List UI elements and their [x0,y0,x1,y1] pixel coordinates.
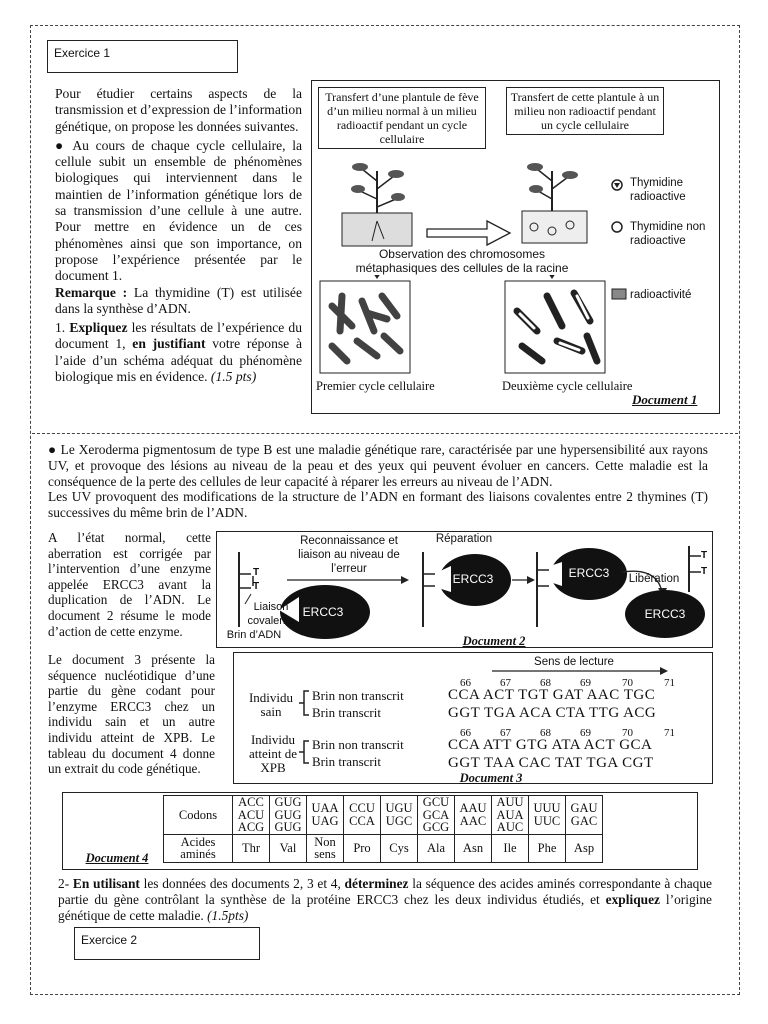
reading-direction-label: Sens de lecture [534,656,614,668]
codon-number-68-a: 68 [540,677,551,689]
codon-cell: AUU AUA AUC [492,796,529,835]
healthy-transcribed-sequence: GGT TGA ACA CTA TTG ACG [448,705,657,721]
codon-number-69-a: 69 [580,677,591,689]
codon-number-68-b: 68 [540,727,551,739]
question-1 [55,320,302,385]
healthy-non-transcribed-label: Brin non transcrit [312,688,404,703]
remark-paragraph [55,285,302,318]
sick-transcribed-label: Brin transcrit [312,754,381,769]
question-2-number: 2- [58,876,73,891]
aminoacid-cell: Non sens [307,834,344,862]
document-3-figure [233,652,713,784]
document-2-label: Document 2 [462,634,526,648]
doc2-enzyme-label-2: ERCC3 [452,572,494,586]
doc2-thymine-1: T [252,567,260,578]
codon-cell: GAU GAC [566,796,603,835]
document-1-label: Document 1 [632,392,698,407]
codon-cell: ACC ACU ACG [233,796,270,835]
codon-cell: CCU CCA [344,796,381,835]
question-1-points: (1.5 pts) [210,369,257,385]
exercise-1-label: Exercice 1 [47,40,238,73]
codon-number-71-a: 71 [664,677,675,689]
question-2-verb-3: expliquez [605,892,660,907]
doc1-caption-2: Transfert de cette plantule à un milieu non radioactif pendant un cycle cellulaire [506,87,664,135]
exercise-1-text [55,86,302,385]
ercc3-side-text: A l’état normal, cette aberration est corrigée par l’intervention d’une enzyme appelée ERCC3 avant la duplication de l’ADN. Le document 2 résume le mode d’action de cette enzyme. [48,530,211,639]
question-1-verb: Expliquez [69,320,128,336]
healthy-individual-label: Individu sain [248,690,294,719]
question-2-text-3: l’origine génétique de cette maladie. [58,892,712,923]
genetic-code-table [163,795,603,863]
codons-header: Codons [164,796,233,835]
codon-number-69-b: 69 [580,727,591,739]
codon-cell: UAA UAG [307,796,344,835]
doc2-thymine-2: T [252,581,260,592]
aminoacid-cell: Phe [529,834,566,862]
healthy-non-transcribed-sequence: CCA ACT TGT GAT AAC TGC [448,687,656,703]
doc2-enzyme-label-1: ERCC3 [302,605,344,619]
doc1-caption-1: Transfert d’une plantule de fève d’un milieu normal à un milieu radioactif pendant un cycle cellulaire [318,87,486,149]
question-2-verb-1: En utilisant [72,876,140,891]
codon-number-67-b: 67 [500,727,511,739]
doc3-side-text: Le document 3 présente la séquence nucléotidique d’une partie du gène codant pour l’enzyme ERCC3 chez un individu sain et un autre individu atteint de XPB. Le tableau du document 4 donne un extrait du code génétique. [48,652,215,777]
codons-row [164,796,603,835]
question-1-mid: les résultats de l’expérience du document 1, [55,320,303,352]
codon-cell: AAU AAC [455,796,492,835]
xp-paragraph-1: ● Le Xeroderma pigmentosum de type B est une maladie génétique rare, caractérisée par une hypersensibilité aux rayons UV, et provoque des lésions au niveau de la peau et des yeux qui peuvent évoluer en cancers. Cette maladie est la conséquence de la perte des cellules de leur capacité à réparer les erreurs au niveau de l’ADN. [48,442,708,489]
doc2-recognition-label: Reconnaissance et liaison au niveau de l’erreur [298,535,400,575]
xp-paragraph-2: Les UV provoquent des modifications de la structure de l’ADN en formant des liaisons covalentes entre 2 thymines (T) successives du même brin de l’ADN. [48,489,708,521]
aminoacid-cell: Pro [344,834,381,862]
aminoacid-cell: Asp [566,834,603,862]
aminoacids-row [164,834,603,862]
legend-radioactivity-label: radioactivité [630,289,692,301]
xp-intro-text [48,442,708,521]
document-2-figure [216,531,713,648]
sick-non-transcribed-label: Brin non transcrit [312,737,404,752]
aminoacid-cell: Val [270,834,307,862]
codon-number-66-b: 66 [460,727,471,739]
question-2-text-2: la séquence des acides aminés correspondante à chaque partie du gène contrôlant la synthèse de la protéine ERCC3 chez les deux individus étudiés, et [58,876,712,907]
aminoacid-cell: Ile [492,834,529,862]
codon-number-71-b: 71 [664,727,675,739]
first-cycle-label: Premier cycle cellulaire [316,379,435,393]
codon-number-70-a: 70 [622,677,633,689]
doc2-thymine-4: T [700,566,708,577]
doc2-release-label: Libération [628,573,680,585]
remark-label: Remarque : [55,284,128,300]
legend-non-radioactive-label: Thymidine non radioactive [630,221,706,247]
aminoacids-header: Acides aminés [164,834,233,862]
codon-number-67-a: 67 [500,677,511,689]
sick-individual-label: Individu atteint de XPB [248,732,297,775]
remark-text: La thymidine (T) est utilisée dans la synthèse d’ADN. [55,284,302,316]
doc2-enzyme-label-4: ERCC3 [644,607,686,621]
document-3-label: Document 3 [459,771,523,785]
aminoacid-cell: Thr [233,834,270,862]
aminoacid-cell: Ala [418,834,455,862]
question-2-points: (1.5pts) [207,908,249,923]
question-2 [58,876,712,924]
doc1-observation: Observation des chromosomes métaphasiques des cellules de la racine [342,247,582,275]
codon-cell: UUU UUC [529,796,566,835]
legend-radioactive-label: Thymidine radioactive [630,177,686,203]
second-cycle-label: Deuxième cycle cellulaire [502,379,633,393]
codon-cell: GCU GCA GCG [418,796,455,835]
question-1-bold: en justifiant [132,336,206,352]
healthy-transcribed-label: Brin transcrit [312,705,381,720]
question-2-verb-2: déterminez [344,876,409,891]
question-1-number: 1. [55,320,70,336]
doc2-strand-label: Brin d’ADN [226,629,282,641]
intro-paragraph: Pour étudier certains aspects de la transmission et d’expression de l’information génétique, on propose les données suivantes. [55,86,302,134]
doc2-repair-label: Réparation [435,533,493,545]
question-1-end: votre réponse à l’aide d’un schéma adéquat du phénomène biologique mis en évidence. [55,336,302,385]
aminoacid-cell: Asn [455,834,492,862]
sick-non-transcribed-sequence: CCA ATT GTG ATA ACT GCA [448,737,653,753]
question-2-text-1: les données des documents 2, 3 et 4, [139,876,345,891]
aminoacid-cell: Cys [381,834,418,862]
codon-cell: UGU UGC [381,796,418,835]
doc2-bond-label: Liaison covalente [247,601,295,627]
exercise-2-label: Exercice 2 [74,927,260,960]
codon-cell: GUG GUG GUG [270,796,307,835]
codon-number-66-a: 66 [460,677,471,689]
document-1-figure [311,80,720,414]
doc2-enzyme-label-3: ERCC3 [568,566,610,580]
section-separator [32,433,738,434]
document-4-label: Document 4 [85,851,149,865]
doc2-thymine-3: T [700,550,708,561]
sick-transcribed-sequence: GGT TAA CAC TAT TGA CGT [448,755,654,771]
codon-number-70-b: 70 [622,727,633,739]
bullet-paragraph: ● Au cours de chaque cycle cellulaire, la cellule subit un ensemble de phénomènes biologiques qui interviennent dans le maintien de l’information génétique lors de sa transmission d’une cellule à une autre. Pour mettre en évidence un de ces phénomènes ainsi que son importance, on propose l’expérience présentée par le document 1. [55,137,302,284]
